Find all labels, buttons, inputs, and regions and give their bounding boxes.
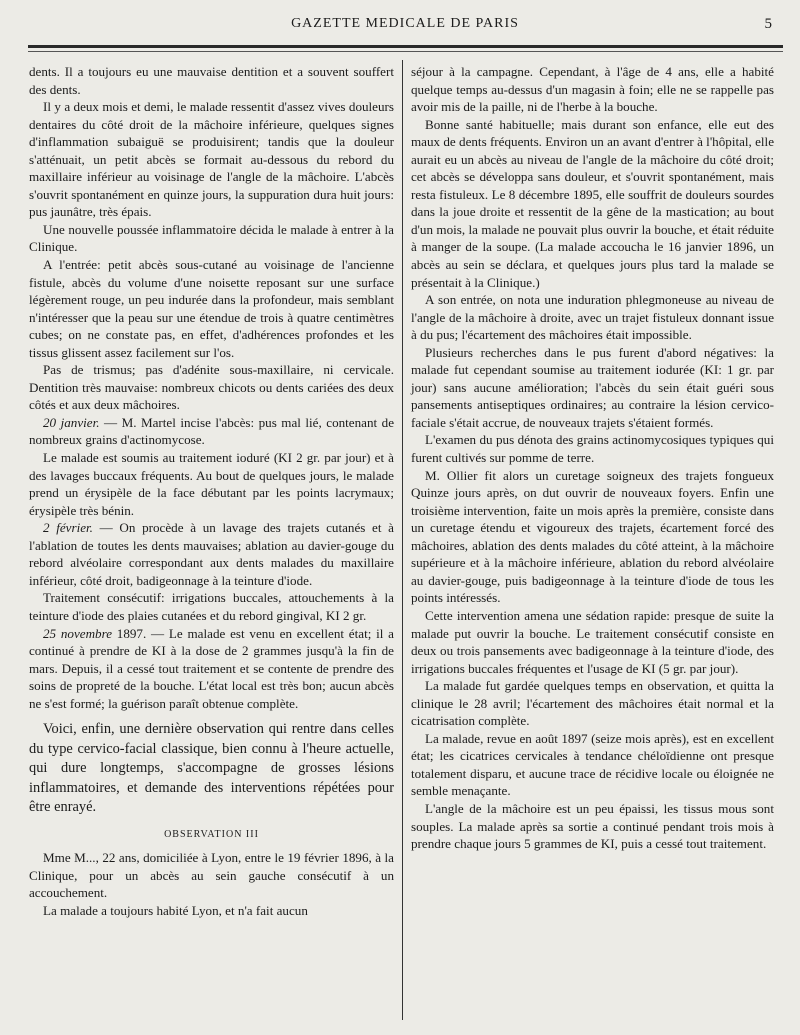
page-number: 5 (764, 16, 772, 32)
paragraph: A son entrée, on nota une induration phlegmoneuse au niveau de l'angle de la mâchoire à droite, avec un trajet fistuleux donnant issue à du pus; l'écartement des mâchoires était impossible. (411, 292, 774, 343)
date: 2 février. (43, 520, 93, 536)
dated-paragraph (29, 625, 394, 713)
paragraph: Cette intervention amena une sédation rapide: presque de suite la malade put ouvrir la bouche. Le traitement consécutif consiste en deux ou trois pansements avec badigeonnage à la teinture d'iode, des irrigations buccales fréquentes et l'usage de KI (5 gr. par jour). (411, 607, 774, 676)
header-rule-thin (28, 51, 783, 52)
paragraph: Bonne santé habituelle; mais durant son enfance, elle eut des maux de dents fréquents. Environ un an avant d'entrer à l'hôpital, elle aurait eu un abcès au niveau de l'angle de la mâchoire du côté droit; cet abcès se développa sans douleur, et s'ouvrit spontanément, mais resta fistuleux. Le 8 décembre 1895, elle souffrit de douleurs sourdes dans la joue droite et ressentit de la gêne de la mastication; au bout d'un mois, la malade ne pouvait plus ouvrir la bouche, et était réduite à manger de la soupe. (La malade accoucha le 16 janvier 1896, un abcès au sein se déclara, et quelques jours plus tard la malade se présentait à la Clinique.) (411, 116, 774, 290)
paragraph: Il y a deux mois et demi, le malade ressentit d'assez vives douleurs dentaires du côté droit de la mâchoire inférieure, quelques signes d'inflammation subaiguë se produisirent; tandis que la douleur s'atténuait, un petit abcès se formait au-dessous du rebord du maxillaire inférieur au voisinage de l'angle de la mâchoire. L'abcès s'ouvrit spontanément en quinze jours, la suppuration dura huit jours: pus jaunâtre, très épais. (29, 99, 394, 220)
paragraph: Voici, enfin, une dernière observation qui rentre dans celles du type cervico-facial classique, bien connu à l'heure actuelle, qui dure longtemps, s'accompagne de grosses lésions inflammatoires, et demande des interventions répétées pour être enrayé. (29, 721, 394, 816)
paragraph: Traitement consécutif: irrigations buccales, attouchements à la teinture d'iode des plaies cutanées et du rebord gingival, KI 2 gr. (29, 590, 394, 623)
date: 25 novembre (43, 625, 113, 641)
section-heading: OBSERVATION III (164, 828, 259, 840)
paragraph: La malade a toujours habité Lyon, et n'a fait aucun (43, 902, 308, 918)
paragraph: Plusieurs recherches dans le pus furent d'abord négatives: la malade fut cependant soumise au traitement iodurée (KI: 1 gr. par jour) sans aucune amélioration; l'abcès du sein était guéri sous pansements antiseptiques ordinaires; au contraire la lésion cervico-faciale s'était accrue, de nouveaux trajets s'étaient formés. (411, 344, 774, 430)
date: 20 janvier. (43, 414, 100, 430)
paragraph: Mme M..., 22 ans, domiciliée à Lyon, entre le 19 février 1896, à la Clinique, pour un abcès au sein gauche consécutif à un accouchement. (29, 850, 394, 901)
paragraph: Le malade est soumis au traitement ioduré (KI 2 gr. par jour) et à des lavages buccaux fréquents. Au bout de quelques jours, le malade prend un érysipèle de la face débutant par les points lacrymaux; érysipèle très bénin. (29, 450, 394, 518)
dated-paragraph (29, 414, 394, 449)
left-column (29, 63, 394, 919)
dated-paragraph (29, 519, 394, 589)
paragraph: séjour à la campagne. Cependant, à l'âge de 4 ans, elle a habité quelque temps au-dessus d'un magasin à foin; elle ne se rappelle pas avoir mis de la paille, ni de l'herbe à la bouche. (411, 64, 774, 115)
header-rule (28, 45, 783, 48)
dated-text: — M. Martel incise l'abcès: pus mal lié, contenant de nombreux grains d'actinomycose. (29, 414, 394, 448)
paragraph: L'angle de la mâchoire est un peu épaissi, les tissus mous sont souples. La malade après sa sortie a continué pendant trois mois à prendre chaque jours 5 grammes de KI, puis a cessé tout traitement. (411, 800, 774, 852)
paragraph: La malade fut gardée quelques temps en observation, et quitta la clinique le 28 avril; l'écartement des mâchoires était normal et la cicatrisation complète. (411, 678, 774, 729)
right-column (411, 63, 774, 853)
paragraph: Une nouvelle poussée inflammatoire décida le malade à entrer à la Clinique. (29, 221, 394, 255)
paragraph: M. Ollier fit alors un curetage soigneux des trajets fongueux Quinze jours après, on dut ouvrir de nouveaux foyers. Enfin une troisième intervention, faite un mois après la première, consiste dans un curetage étendu et vigoureux des trajets, écartement forcé des mâchoires, ablation des dents malades du côté atteint, à la mâchoire supérieure et à la mâchoire inférieure, ablation du rebord alvéolaire au davier-gouge, puis badigeonnage à la teinture d'iode de tous les points intéressés. (411, 467, 774, 606)
paragraph: dents. Il a toujours eu une mauvaise dentition et a souvent souffert des dents. (29, 64, 394, 97)
journal-title: GAZETTE MEDICALE DE PARIS (291, 16, 519, 31)
dated-text: — On procède à un lavage des trajets cutanés et à l'ablation de toutes les dents mauvaises; ablation au davier-gouge du rebord alvéolaire correspondant aux dents malades du maxillaire inférieur, côté droit, badigeonnage à la teinture d'iode. (29, 520, 394, 588)
paragraph: La malade, revue en août 1897 (seize mois après), est en excellent état; les cicatrices cervicales à tendance chéloïdienne ont presque totalement disparu, et aucune trace de récidive locale ou éloignée ne semble menaçante. (411, 730, 774, 799)
page-header (30, 16, 780, 38)
paragraph: A l'entrée: petit abcès sous-cutané au voisinage de l'ancienne fistule, abcès du volume d'une noisette reposant sur une surface légèrement rouge, un peu indurée dans la profondeur, mais semblant n'intéresser que la peau sur une étendue de trois à quatre centimètres cubes; on ne constate pas, en effet, d'adhérences profondes et les tissus glissent assez facilement sur l'os. (29, 257, 394, 360)
column-divider (402, 60, 403, 1020)
paragraph: L'examen du pus dénota des grains actinomycosiques typiques qui furent cultivés sur pomme de terre. (411, 432, 774, 466)
paragraph: Pas de trismus; pas d'adénite sous-maxillaire, ni cervicale. Dentition très mauvaise: nombreux chicots ou dents cariées des deux côtés et aux deux mâchoires. (29, 362, 394, 413)
dated-text: 1897. — Le malade est venu en excellent état; il a continué à prendre de KI à la dose de 2 grammes jusqu'à la fin de mars. Depuis, il a cessé tout traitement et se contente de prendre des soins de propreté de la bouche. L'état local est très bon; aucun abcès ne s'est formé; la guérison paraît obtenue complète. (29, 625, 394, 711)
